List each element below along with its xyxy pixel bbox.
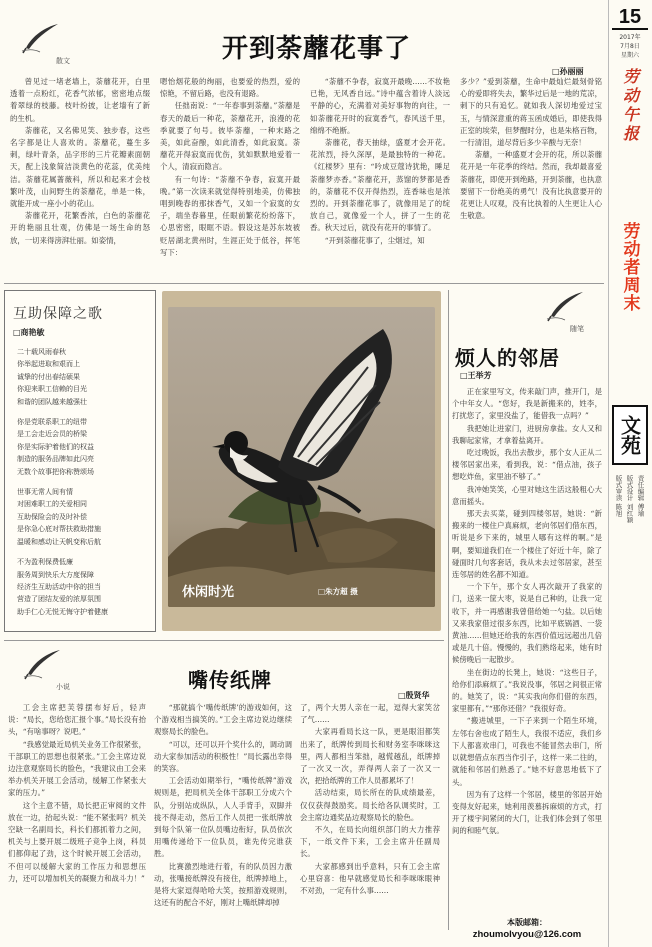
poem-line: 无数个故事把你称赞颂场	[17, 467, 94, 476]
paragraph: 荼蘼花开，花繁香浓，白色的荼蘼花开的艳丽且壮观，仿佛是一场生命的怒放，一切来得滂湃壮丽。如姿情，	[10, 211, 150, 245]
page-number: 15	[612, 6, 648, 30]
paragraph: 吃过晚饭，我出去散步，那个女人正从二楼邻居家出来，看到我，说：“借点油，孩子想吃炸鱼，家里油不够了。”	[452, 448, 602, 482]
poem-line: 你是实际驴着他们的权益	[17, 442, 94, 451]
issue-date: 2017年 7月8日 星期六	[619, 34, 641, 59]
photo-credit: □朱方超 摄	[318, 587, 358, 596]
poem-line: 是工会走近会员的桥梁	[17, 430, 87, 439]
divider	[4, 640, 444, 641]
paragraph: 荼蘼花，又名佛见笑、独步春，这些名字都是让人喜欢的。荼蘼花，蔓生多刺，绿叶青条，品字形的三片花瓣素面朝天，配上浅象简洁淡黄色的花蕊，优美纯洁。荼蘼花属蔷薇科，所以和起来才会枝繁叶茂，山间野生的荼蘼花，单是一株，就能开成一座小小的花山。	[10, 125, 150, 209]
section-name-top: 劳动者周末	[619, 222, 640, 312]
paragraph: 工会活动如期举行，“嘴传纸牌”游戏规则是，把局机关全体干部职工分成六个队，分别站成纵队，人人手背手，双脚并拢不得走动，然后工作人员把一张纸牌放到每个队第一位队员嘴边衔好，队员依次用嘴传递给下一位队员，谁先传完谁获胜。	[154, 776, 292, 859]
poem-line: 制造的服务品牌如此闪亮	[17, 455, 94, 464]
poem-author: □商艳敏	[13, 328, 45, 337]
poem-line: 你举起进取和艰而上	[17, 360, 80, 369]
poem-stanza	[17, 486, 155, 548]
paragraph: 不久，在局长向组织部门的大力推荐下，一纸文件下来，工会主席升任副局长。	[300, 825, 440, 859]
paragraph: 工会主席把芙蓉摆布好后，轻声说：“局长，您给您汇报个事。”局长没有抬头，“有啥事呀？说吧。”	[8, 703, 146, 737]
paragraph: 那天去买菜，碰到四楼邻居，她说：“新搬来的一楼住户真麻烦，老向邻居们借东西，听说是乡下来的，城里人哪有这样的啊。”是啊，要知道我们在一个楼住了好近十年，除了碰面时几句客套话，我从未去过邻居家，甚至连邻居的姓名都不知道。	[452, 509, 602, 580]
bird-photo	[168, 307, 435, 607]
paragraph: “我感觉最近局机关业务工作很紧张，干部职工的思想也很紧张。”工会主席边说边注意观察局长的脸色，“我建议由工会来举办机关开展工会活动，缓解工作紧张大家的压力。”	[8, 739, 146, 798]
poem-body	[17, 346, 155, 618]
paragraph: 一个下午，那个女人再次敲开了我家的门，送来一筐大枣，说是自己种的，让我一定收下，并一再感谢我曾借给她一勺盐。以后她又来我家借过很多东西，比如平底锅酒、一袋黄油……但她还给我的东西价值远远超出几倍或是几十倍。慢慢的，我们熟络起来，她有时候傍晚后一起散步。	[452, 582, 602, 665]
bird-illustration	[168, 307, 435, 607]
essay-label: 散文	[56, 57, 70, 65]
story-column-2	[154, 702, 292, 942]
essay-author: □孙丽丽	[552, 67, 584, 76]
poem-line: 你迎来职工信赖的目光	[17, 385, 87, 394]
neighbor-quill-icon	[545, 290, 585, 326]
story-column-3	[300, 702, 440, 942]
story-quill-icon	[22, 648, 62, 684]
paragraph: 大家再看局长这一队，更是眼泪都笑出来了，纸牌传到局长和财务室李咪咪这里，两人都相当笨拙，越慌越乱，纸牌掉了一次又一次，弄得两人亲了一次又一次，把拾纸牌的工作人员都累坏了！	[300, 727, 440, 786]
story-column-1	[8, 702, 146, 942]
paragraph: “开到荼蘼花事了，尘烟过，知	[324, 235, 425, 245]
section-name-bottom: 文苑	[612, 405, 648, 465]
neighbor-title: 烦人的邻居	[455, 346, 560, 370]
footer-email[interactable]: zhoumolvyou@126.com	[472, 929, 582, 940]
story-title: 嘴传纸牌	[188, 668, 272, 692]
paragraph: 活动结束，局长所在的队成绩最差，仅仅获得鼓励奖。局长给各队调奖时，工会主席边通奖品边观察局长的脸色。	[300, 788, 440, 822]
poem-line: 世事无常人间有情	[17, 488, 73, 497]
paragraph: 多少？”爱到荼蘼，生命中最灿烂最刻骨铭心的爱即将失去，繁华过后是一地的荒凉，刺下的只有追忆。就如我人深切地爱过宝玉，与情深意重的蒋玉函成婚后，即使我得正室的埃荣，但梦醒时分，也是朱格百物，一行清泪，道尽背后多少辛酸与无奈！	[460, 77, 602, 148]
paragraph: 这个主意不错，局长把正审阅的文件放在一边，抬起头说：“能不紧张吗？机关空缺一名副局长，科长们都抓着力之间，机关与上要开展二级班子竞争上岗，科员们都仰起了劲，这个时候开展工会活动，不但可以缓解大家的工作压力和思想压力，还可以增加机关的凝聚力和战斗力！”	[8, 800, 146, 883]
editor-line: 责任编辑 傅瑜	[636, 475, 645, 517]
divider	[4, 283, 604, 284]
poem-line: 助手仁心无悦无悔守护着健康	[17, 607, 108, 616]
divider	[448, 290, 449, 930]
poem-line: 经济生互助活动中你的担当	[17, 582, 101, 591]
photo-frame	[162, 291, 441, 631]
neighbor-author: □王举芳	[460, 371, 492, 380]
footer-label: 本版邮箱：	[507, 918, 547, 927]
essay-column-3	[310, 76, 450, 276]
poem-box	[4, 290, 156, 632]
poem-stanza	[17, 416, 155, 478]
paragraph: 有一句诗：“荼蘼不争春，寂寞开最晚。”第一次读来就觉得特别地美，仿佛独唱到晚春的那抹香气，又如一个寂寞的女子，端坐春暮里，任眼前繁花纷纷落下，心思密密，眼眶不语。假设这是苏东坡被贬居湖北黄州时，生涯正处于低谷，挥笔写下：	[160, 174, 300, 257]
paragraph: “搬进城里，一下子来到一个陌生环境，左邻右舍也成了陌生人，我很不适应，我们乡下人都喜欢串门，可我也不能冒然去串门，所以就想借点东西当作引子，这样一来二往的，就能和邻居们熟悉了。”她不好意思地低下了头。	[452, 716, 602, 787]
paragraph: 因为有了这样一个邻居，楼里的邻居开始变得友好起来，她利用羡慕拆麻烦的方式，打开了楼宇间紧闭的大门，让我们体会到了邻里间的和睦气氛。	[452, 789, 602, 836]
poem-line: 温暖和感动让天帆变称后航	[17, 537, 101, 546]
poem-title: 互助保障之歌	[13, 306, 103, 322]
paragraph: “那就搞个‘嘴传纸牌’的游戏如何，这个游戏相当搞笑的。”工会主席边说边继续观察局长的脸色。	[154, 703, 292, 737]
essay-title: 开到荼蘼花事了	[222, 34, 412, 64]
poem-stanza	[17, 346, 155, 408]
editor-credits	[612, 475, 648, 555]
essay-column-1	[10, 76, 150, 276]
footer-mailbox	[452, 917, 602, 941]
neighbor-body	[452, 386, 602, 916]
paragraph: 我把她让进家门，进厨房拿盐。女人又和我聊起家常，才拿着盐离开。	[452, 423, 602, 445]
poem-line: 你是党联系职工的纽带	[17, 418, 87, 427]
poem-line: 不为盈利保费低廉	[17, 558, 73, 567]
essay-column-2	[160, 76, 300, 276]
neighbor-label: 随笔	[570, 325, 584, 333]
poem-line: 是你急心底对帮扶救助措施	[17, 525, 101, 534]
paragraph: 曾见过一堵老墙上，荼蘼花开，白里透着一点粉红，花香气浓郁，密密地点缀着翠绿的枝藤。枝叶纷披，让老墙有了新的生机。	[10, 77, 150, 123]
poem-line: 服务周到快乐大方度保障	[17, 570, 94, 579]
story-author: □殷贤华	[398, 691, 430, 700]
poem-line: 对困难职工的关爱相同	[17, 500, 87, 509]
editor-line: 版式审读 陈旭	[614, 475, 623, 517]
paragraph: 嗯怡烟花般的绚丽，也要爱的热烈，爱的惊艳，不留后路，也没有退路。	[160, 77, 300, 99]
poem-line: 诚挚的付出春结硕果	[17, 372, 80, 381]
paragraph: “荼蘼不争春，寂寞开最晚……不妆艳已艳，无风香自远。”诗中蕴含着诗人淡远平静的心，充满着对美好事物的向往，一如荼蘼花开时的寂寞香气，春风送千里，绵绵不绝断。	[310, 77, 450, 135]
paragraph: 荼蘼花，春天抽绿，盛夏才会开花。花浓烈，持久深厚，是最独特的一种花。《红楼梦》里有：“吟成豆蔻诗犹艳，睡足荼蘼梦亦香。”荼蘼花开，蒸馏的梦都是香的，荼蘼花不仅开得热烈，连香味也是浓烈的。开到荼蘼花事了，就像用足了的绽放自己，就像爱一个人，拼了一生的花香。秋天过后，就没有花开的事情了。	[310, 138, 450, 233]
paragraph: 荼蘼，一种盛夏才会开的花，所以荼蘼花开是一年花季的终结。然而，我却最喜爱荼蘼花，即使开到绝路，开到荼蘼，也执意要留下一份绝美的勇气！没有比执意要开的花更让人叹观，没有比执着的人生更让人心生敬意。	[460, 150, 602, 221]
poem-line: 营造了团结友爱的浓厚氛围	[17, 595, 101, 604]
essay-quill-icon	[20, 22, 60, 58]
paragraph: 任拙南说：“一年春事到荼蘼。”荼蘼是春天的最后一种花，荼蘼花开，浪漫的花季就要了句号。彼毕荼蘼，一种末路之美，如此奋酿，如此清香，如此寂寞。荼蘼花开得寂寞而优伤，犹如默默地爱着一个人，清寂而隐言。	[160, 101, 300, 172]
essay-column-4	[460, 76, 602, 276]
poem-line: 互助保险会的及时补偿	[17, 512, 87, 521]
paragraph: “可以，还可以开个奖什么的，调动调动大家参加活动的积极性！”局长露出幸得的笑容。	[154, 739, 292, 774]
poem-line: 二十载风雨春秋	[17, 348, 66, 356]
masthead	[612, 6, 648, 218]
paragraph: 了，两个大男人亲在一起，逗得大家笑岔了气……	[300, 703, 440, 725]
editor-line: 版式设计 刘红颖	[625, 475, 634, 523]
newspaper-brand: 劳动午报	[620, 68, 640, 144]
photo-caption: 休闲时光	[182, 585, 235, 600]
poem-line: 和谐的团队越来越强壮	[17, 397, 87, 406]
masthead-divider	[608, 0, 609, 947]
paragraph: 比赛激烈地进行着，有的队员因力激动，张嘴接纸牌没有接住，纸牌掉地上，是将大家逗得哈哈大笑，按照游戏规则，这还有的配合不好，刚对上嘴纸牌却掉	[154, 861, 292, 908]
story-label: 小说	[56, 683, 70, 691]
paragraph: 坐在街边的长凳上，她说：“这些日子，给你们添麻烦了。”我说没事，邻居之间很正常的。她笑了，说：“其实我向你们借的东西，家里都有。”“那你还借？”我很好奇。	[452, 667, 602, 714]
section-banner	[612, 222, 648, 404]
paragraph: 我冲她笑笑，心里对她这生活这般粗心大意而摇头。	[452, 484, 602, 506]
poem-stanza	[17, 556, 155, 618]
paragraph: 大家都感到出乎意料，只有工会主席心里窃喜：他早就感觉局长和李咪咪眼神不对劲，一定有什么事……	[300, 861, 440, 896]
paragraph: 正在家里写文，传来敲门声，推开门，是个中年女人。“您好，我是新搬来的，姓李，打扰您了，家里没盐了，能借我一点吗？”	[452, 387, 602, 421]
